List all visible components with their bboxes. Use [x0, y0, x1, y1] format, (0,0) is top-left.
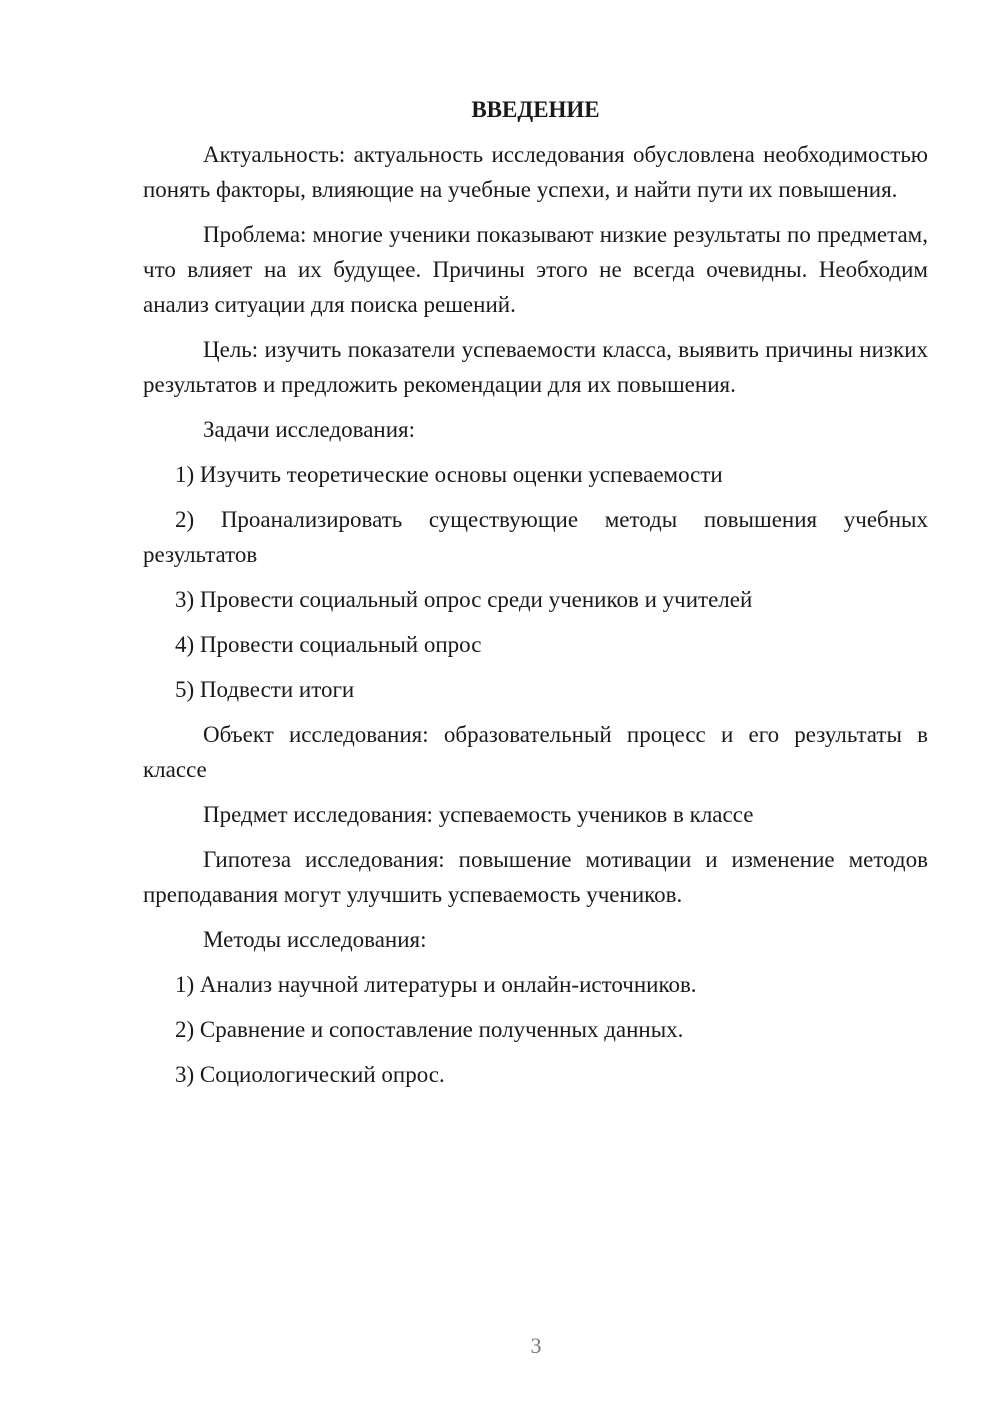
problem-paragraph: Проблема: многие ученики показывают низкие результаты по предметам, что влияет на их будущее. Причины этого не всегда очевидны. Необходим анализ ситуации для поиска решений. — [143, 222, 928, 317]
relevance-paragraph: Актуальность: актуальность исследования обусловлена необходимостью понять факторы, влияющие на учебные успехи, и найти пути их повышения. — [143, 142, 928, 202]
method-item: 1) Анализ научной литературы и онлайн-источников. — [175, 972, 697, 997]
method-item: 3) Социологический опрос. — [175, 1062, 445, 1087]
task-item: 3) Провести социальный опрос среди учеников и учителей — [175, 587, 753, 612]
methods-heading: Методы исследования: — [203, 927, 427, 952]
page-number: 3 — [530, 1333, 542, 1358]
tasks-heading: Задачи исследования: — [203, 417, 416, 442]
subject-paragraph: Предмет исследования: успеваемость учеников в классе — [203, 802, 754, 827]
task-item: 1) Изучить теоретические основы оценки успеваемости — [175, 462, 723, 487]
task-item: 4) Провести социальный опрос — [175, 632, 482, 657]
hypothesis-paragraph: Гипотеза исследования: повышение мотивации и изменение методов преподавания могут улучшить успеваемость учеников. — [143, 847, 928, 907]
page-title: ВВЕДЕНИЕ — [471, 97, 600, 122]
goal-paragraph: Цель: изучить показатели успеваемости класса, выявить причины низких результатов и предложить рекомендации для их повышения. — [143, 337, 928, 397]
method-item: 2) Сравнение и сопоставление полученных данных. — [175, 1017, 684, 1042]
task-item: 2) Проанализировать существующие методы повышения учебных результатов — [143, 507, 928, 567]
task-item: 5) Подвести итоги — [175, 677, 355, 702]
document-body — [143, 95, 928, 1102]
object-paragraph: Объект исследования: образовательный процесс и его результаты в классе — [143, 722, 928, 782]
